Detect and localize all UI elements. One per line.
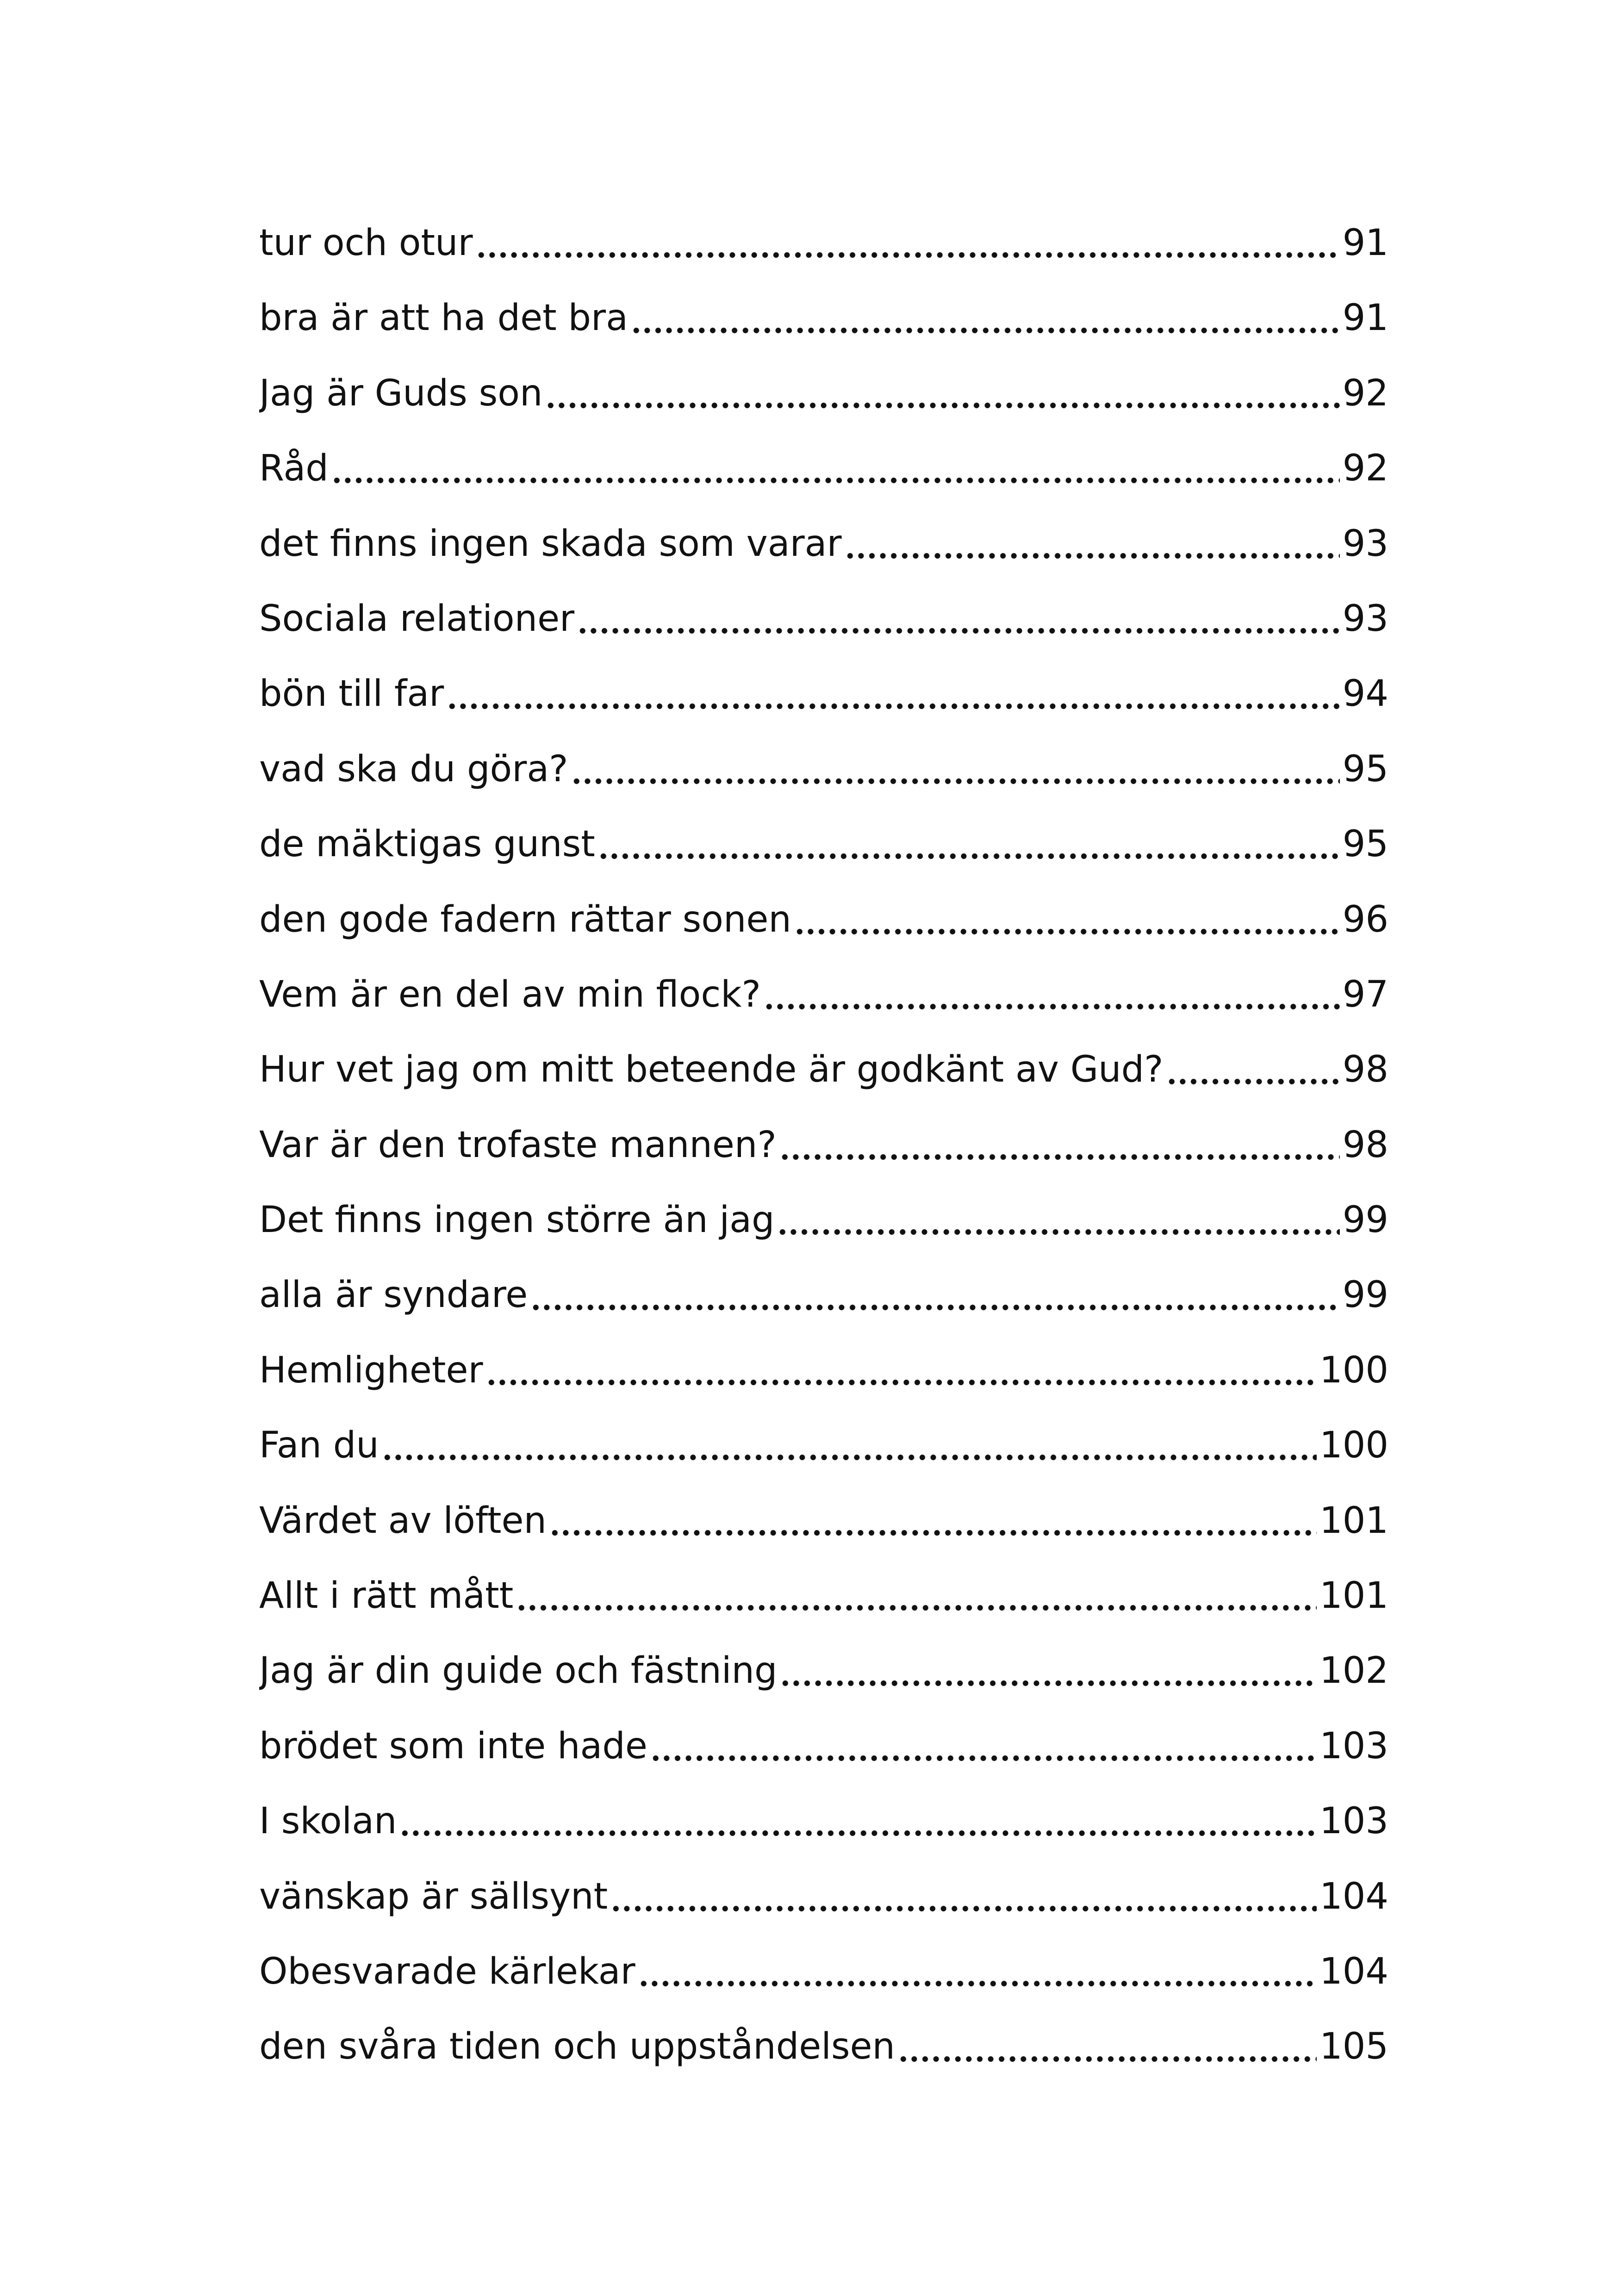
dot-leader: [577, 626, 1340, 635]
toc-entry-title: vänskap är sällsynt: [259, 1875, 608, 1917]
toc-entry-title: vad ska du göra?: [259, 748, 568, 790]
dot-leader: [631, 326, 1340, 335]
toc-entry-title: det finns ingen skada som varar: [259, 523, 842, 565]
dot-leader: [1166, 1077, 1340, 1086]
toc-entry[interactable]: [259, 656, 1388, 731]
toc-entry-page-number: 93: [1342, 597, 1388, 640]
toc-entry-page-number: 105: [1319, 2026, 1388, 2068]
toc-entry-page-number: 93: [1342, 523, 1388, 565]
dot-leader: [598, 852, 1340, 861]
toc-entry-title: Sociala relationer: [259, 597, 575, 640]
toc-entry-title: Jag är din guide och fästning: [259, 1650, 778, 1692]
toc-entry[interactable]: [259, 506, 1388, 581]
toc-entry-title: bön till far: [259, 673, 444, 715]
dot-leader: [794, 927, 1340, 936]
dot-leader: [399, 1829, 1317, 1838]
dot-leader: [780, 1679, 1317, 1688]
toc-entry[interactable]: [259, 1483, 1388, 1558]
toc-entry[interactable]: [259, 732, 1388, 807]
dot-leader: [779, 1152, 1340, 1162]
dot-leader: [516, 1603, 1317, 1612]
toc-entry[interactable]: [259, 1032, 1388, 1107]
dot-leader: [447, 702, 1340, 711]
toc-entry-page-number: 99: [1342, 1274, 1388, 1316]
toc-entry-title: Råd: [259, 448, 329, 490]
toc-entry-title: tur och otur: [259, 222, 473, 264]
toc-entry[interactable]: [259, 1408, 1388, 1483]
toc-entry-page-number: 103: [1319, 1800, 1388, 1842]
toc-entry[interactable]: [259, 2009, 1388, 2084]
toc-entry[interactable]: [259, 1859, 1388, 1934]
toc-entry[interactable]: [259, 205, 1388, 280]
toc-entry-title: de mäktigas gunst: [259, 823, 595, 865]
toc-entry[interactable]: [259, 280, 1388, 355]
dot-leader: [545, 401, 1339, 410]
toc-entry-page-number: 98: [1342, 1049, 1388, 1091]
toc-entry-page-number: 104: [1319, 1950, 1388, 1992]
dot-leader: [476, 250, 1340, 260]
toc-entry-page-number: 104: [1319, 1875, 1388, 1917]
toc-entry-page-number: 94: [1342, 673, 1388, 715]
toc-entry[interactable]: [259, 807, 1388, 882]
toc-entry[interactable]: [259, 581, 1388, 656]
toc-entry-title: Jag är Guds son: [259, 372, 543, 414]
toc-entry[interactable]: [259, 1108, 1388, 1182]
toc-entry-title: Fan du: [259, 1425, 379, 1467]
toc-entry-title: den svåra tiden och uppståndelsen: [259, 2026, 895, 2068]
toc-entry[interactable]: [259, 882, 1388, 957]
dot-leader: [650, 1754, 1317, 1763]
toc-entry-title: Hur vet jag om mitt beteende är godkänt av Gud?: [259, 1049, 1164, 1091]
dot-leader: [549, 1528, 1317, 1537]
toc-entry-title: Värdet av löften: [259, 1500, 547, 1542]
dot-leader: [486, 1378, 1317, 1387]
dot-leader: [777, 1227, 1339, 1237]
toc-entry[interactable]: [259, 1257, 1388, 1332]
toc-entry[interactable]: [259, 356, 1388, 431]
toc-entry-title: Hemligheter: [259, 1349, 483, 1391]
toc-entry[interactable]: [259, 1709, 1388, 1784]
toc-entry-page-number: 100: [1319, 1425, 1388, 1467]
toc-entry-page-number: 91: [1342, 297, 1388, 339]
toc-entry-title: Allt i rätt mått: [259, 1575, 514, 1617]
dot-leader: [638, 1979, 1317, 1988]
toc-entry-page-number: 96: [1342, 898, 1388, 940]
toc-entry-title: Vem är en del av min flock?: [259, 973, 761, 1015]
toc-entry-title: I skolan: [259, 1800, 397, 1842]
table-of-contents: [259, 205, 1388, 2084]
toc-entry-title: Var är den trofaste mannen?: [259, 1124, 777, 1166]
toc-entry[interactable]: [259, 1934, 1388, 2009]
toc-entry-page-number: 99: [1342, 1199, 1388, 1241]
toc-entry-page-number: 100: [1319, 1349, 1388, 1391]
toc-entry-title: alla är syndare: [259, 1274, 528, 1316]
toc-entry[interactable]: [259, 1784, 1388, 1859]
toc-entry-title: bra är att ha det bra: [259, 297, 628, 339]
toc-entry-page-number: 91: [1342, 222, 1388, 264]
toc-entry[interactable]: [259, 957, 1388, 1032]
toc-entry[interactable]: [259, 1333, 1388, 1408]
toc-entry-page-number: 95: [1342, 823, 1388, 865]
toc-entry-title: den gode fadern rättar sonen: [259, 898, 791, 940]
toc-entry-page-number: 98: [1342, 1124, 1388, 1166]
dot-leader: [571, 777, 1340, 786]
toc-entry-page-number: 101: [1319, 1500, 1388, 1542]
dot-leader: [530, 1303, 1339, 1312]
toc-entry-page-number: 97: [1342, 973, 1388, 1015]
dot-leader: [764, 1002, 1340, 1011]
toc-entry[interactable]: [259, 1558, 1388, 1633]
dot-leader: [898, 2054, 1317, 2064]
dot-leader: [845, 551, 1340, 560]
toc-entry-title: Obesvarade kärlekar: [259, 1950, 635, 1992]
toc-entry-title: brödet som inte hade: [259, 1725, 647, 1767]
toc-entry[interactable]: [259, 1633, 1388, 1708]
toc-entry-page-number: 103: [1319, 1725, 1388, 1767]
toc-entry-page-number: 102: [1319, 1650, 1388, 1692]
dot-leader: [610, 1904, 1317, 1913]
toc-entry-page-number: 95: [1342, 748, 1388, 790]
toc-entry[interactable]: [259, 431, 1388, 506]
toc-entry-title: Det finns ingen större än jag: [259, 1199, 775, 1241]
toc-entry-page-number: 92: [1342, 448, 1388, 490]
dot-leader: [382, 1453, 1317, 1462]
toc-entry-page-number: 92: [1342, 372, 1388, 414]
toc-entry[interactable]: [259, 1182, 1388, 1257]
dot-leader: [331, 476, 1340, 485]
toc-entry-page-number: 101: [1319, 1575, 1388, 1617]
